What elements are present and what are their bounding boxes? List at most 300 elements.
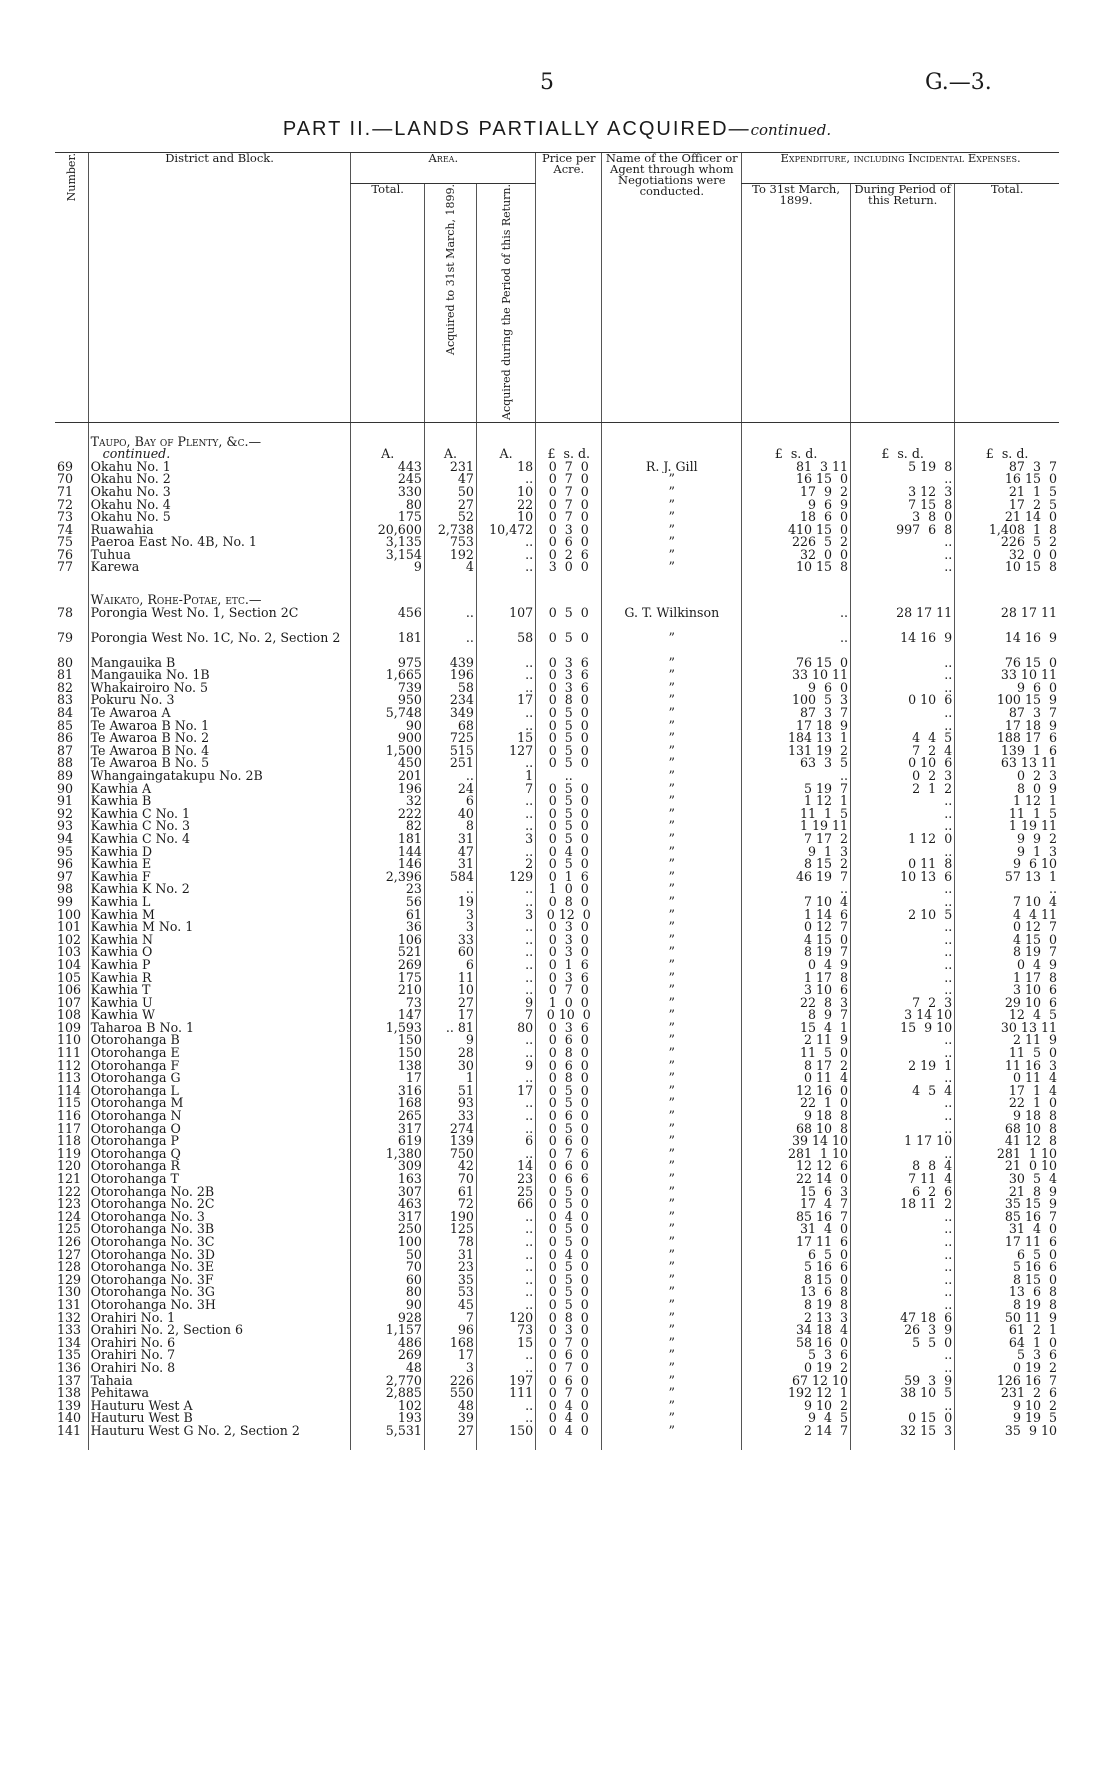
officer-name: ” (602, 1274, 742, 1287)
exp-total: 32 0 0 (955, 549, 1059, 562)
exp-during: 2 10 5 (851, 909, 955, 922)
exp-to-march: 12 12 6 (742, 1160, 851, 1173)
spacer-cell (851, 574, 955, 594)
acquired-during: 73 (476, 1324, 535, 1337)
row-number: 112 (57, 1059, 82, 1073)
table-row (55, 1186, 1059, 1199)
officer-name: ” (602, 561, 742, 574)
officer-name: ” (602, 1324, 742, 1337)
block-name: Taharoa B No. 1 (88, 1022, 351, 1035)
block-name: Te Awaroa B No. 5 (88, 757, 351, 770)
block-name: Kawhia C No. 4 (88, 833, 351, 846)
exp-during: 2 19 1 (851, 1060, 955, 1073)
exp-to-march: 17 18 9 (742, 720, 851, 733)
officer-name: ” (602, 657, 742, 670)
price-per-acre: 0 7 0 (536, 984, 602, 997)
exp-to-march: 3 10 6 (742, 984, 851, 997)
price-per-acre: 0 3 0 (536, 934, 602, 947)
officer-name: ” (602, 1375, 742, 1388)
exp-during: 10 13 6 (851, 871, 955, 884)
row-number: 80 (57, 656, 74, 670)
exp-to-march: 8 15 2 (742, 858, 851, 871)
acquired-to: 33 (424, 1110, 476, 1123)
unit-a: A. (424, 448, 476, 461)
acquired-during: .. (476, 1274, 535, 1287)
exp-total: 68 10 8 (955, 1123, 1059, 1136)
row-number: 126 (57, 1235, 82, 1249)
area-total: 181 (351, 632, 424, 657)
row-number: 87 (57, 744, 74, 758)
price-per-acre: 0 5 0 (536, 820, 602, 833)
acquired-during: .. (476, 1400, 535, 1413)
officer-name: ” (602, 1362, 742, 1375)
acquired-to: 584 (424, 871, 476, 884)
row-number: 75 (57, 536, 74, 549)
table-row (55, 846, 1059, 859)
acquired-during: .. (476, 846, 535, 859)
officer-name: ” (602, 536, 742, 549)
officer-name: ” (602, 808, 742, 821)
exp-total: 1 17 8 (955, 972, 1059, 985)
exp-total: 1 12 1 (955, 795, 1059, 808)
exp-to-march: 46 19 7 (742, 871, 851, 884)
exp-total: 4 15 0 (955, 934, 1059, 947)
officer-name: ” (602, 820, 742, 833)
block-name: Pehitawa (88, 1387, 351, 1400)
spacer-cell (955, 574, 1059, 594)
exp-to-march: .. (742, 607, 851, 632)
block-name: Okahu No. 2 (88, 473, 351, 486)
acquired-during: 7 (476, 783, 535, 796)
acquired-during: .. (476, 1299, 535, 1312)
exp-total: 35 15 9 (955, 1198, 1059, 1211)
block-name: Okahu No. 4 (88, 499, 351, 512)
exp-to-march: 17 9 2 (742, 486, 851, 499)
exp-during: .. (851, 657, 955, 670)
col-officer: Name of the Officer or Agent through whom Negotiations were conducted. (602, 153, 742, 423)
acquired-to: 93 (424, 1097, 476, 1110)
exp-to-march: 5 19 7 (742, 783, 851, 796)
block-name: Kawhia K No. 2 (88, 883, 351, 896)
officer-name: ” (602, 549, 742, 562)
acquired-to: 1 (424, 1072, 476, 1085)
table-row (55, 1274, 1059, 1287)
acquired-to: 96 (424, 1324, 476, 1337)
row-number: 123 (57, 1198, 82, 1211)
area-total: 144 (351, 846, 424, 859)
row-number: 98 (57, 883, 74, 896)
price-per-acre: 0 4 0 (536, 846, 602, 859)
row-number: 81 (57, 669, 74, 682)
exp-during: .. (851, 795, 955, 808)
acquired-to: 47 (424, 846, 476, 859)
acquired-to: 17 (424, 1349, 476, 1362)
price-per-acre: 0 3 6 (536, 657, 602, 670)
row-number: 125 (57, 1223, 82, 1236)
table-row (55, 461, 1059, 474)
exp-to-march: 8 19 7 (742, 946, 851, 959)
table-row (55, 1072, 1059, 1085)
price-per-acre: 0 8 0 (536, 1047, 602, 1060)
acquired-during: 22 (476, 499, 535, 512)
exp-during: .. (851, 1211, 955, 1224)
table-row (55, 972, 1059, 985)
price-per-acre: 0 4 0 (536, 1412, 602, 1425)
acquired-to: 53 (424, 1286, 476, 1299)
area-total: 2,770 (351, 1375, 424, 1388)
officer-name: ” (602, 871, 742, 884)
table-row (55, 770, 1059, 783)
table-row (55, 536, 1059, 549)
exp-during: 7 2 4 (851, 745, 955, 758)
acquired-during: 150 (476, 1425, 535, 1450)
area-total: 269 (351, 1349, 424, 1362)
acquired-to: 125 (424, 1223, 476, 1236)
block-name: Te Awaroa A (88, 707, 351, 720)
acquired-during: 18 (476, 461, 535, 474)
col-expenditure: Expenditure, including Incidental Expenses. (742, 153, 1059, 184)
row-number: 133 (57, 1324, 82, 1337)
acquired-during: .. (476, 1249, 535, 1262)
acquired-during: .. (476, 682, 535, 695)
price-per-acre: 0 5 0 (536, 1123, 602, 1136)
exp-to-march: 11 5 0 (742, 1047, 851, 1060)
acquired-to: 61 (424, 1186, 476, 1199)
officer-name: ” (602, 984, 742, 997)
spacer-cell (424, 594, 476, 607)
area-total: 269 (351, 959, 424, 972)
area-total: 450 (351, 757, 424, 770)
col-district: District and Block. (88, 153, 351, 423)
exp-total: 9 10 2 (955, 1400, 1059, 1413)
exp-to-march: 18 6 0 (742, 511, 851, 524)
row-number: 101 (57, 921, 82, 934)
col-acquired-during: Acquired during the Period of this Return. (476, 184, 535, 423)
acquired-to: 17 (424, 1009, 476, 1022)
area-total: 150 (351, 1047, 424, 1060)
officer-name: ” (602, 846, 742, 859)
table-row (55, 669, 1059, 682)
exp-total: 16 15 0 (955, 473, 1059, 486)
price-per-acre: 0 2 6 (536, 549, 602, 562)
exp-during: 8 8 4 (851, 1160, 955, 1173)
officer-name: ” (602, 1236, 742, 1249)
price-per-acre: 0 8 0 (536, 896, 602, 909)
officer-name: ” (602, 720, 742, 733)
price-per-acre: 0 5 0 (536, 707, 602, 720)
acquired-during: 111 (476, 1387, 535, 1400)
row-number: 120 (57, 1160, 82, 1173)
officer-name: ” (602, 946, 742, 959)
exp-total: 1,408 1 8 (955, 524, 1059, 537)
acquired-to: 2,738 (424, 524, 476, 537)
exp-during: .. (851, 1148, 955, 1161)
spacer-cell (742, 594, 851, 607)
exp-to-march: 4 15 0 (742, 934, 851, 947)
row-number: 118 (57, 1135, 82, 1148)
row-number: 109 (57, 1021, 82, 1035)
table-row (55, 1412, 1059, 1425)
table-row (55, 657, 1059, 670)
officer-name: ” (602, 632, 742, 657)
acquired-to: 7 (424, 1312, 476, 1325)
acquired-during: .. (476, 984, 535, 997)
area-total: 443 (351, 461, 424, 474)
exp-to-march: 9 4 5 (742, 1412, 851, 1425)
row-number: 106 (57, 984, 82, 997)
acquired-to: 28 (424, 1047, 476, 1060)
acquired-to: 27 (424, 997, 476, 1010)
exp-total: 9 6 10 (955, 858, 1059, 871)
acquired-during: 9 (476, 997, 535, 1010)
spacer-cell (742, 574, 851, 594)
acquired-during: 10 (476, 511, 535, 524)
exp-during: 3 14 10 (851, 1009, 955, 1022)
exp-during: 14 16 9 (851, 632, 955, 657)
price-per-acre: 0 5 0 (536, 858, 602, 871)
price-per-acre: 0 5 0 (536, 1274, 602, 1287)
table-row (55, 1249, 1059, 1262)
area-total: 73 (351, 997, 424, 1010)
acquired-to: 70 (424, 1173, 476, 1186)
block-name: Kawhia N (88, 934, 351, 947)
acquired-to: 45 (424, 1299, 476, 1312)
exp-total: 57 13 1 (955, 871, 1059, 884)
table-row (55, 896, 1059, 909)
exp-to-march: 192 12 1 (742, 1387, 851, 1400)
table-row (55, 549, 1059, 562)
acquired-to: 349 (424, 707, 476, 720)
acquired-during: .. (476, 1072, 535, 1085)
area-total: 175 (351, 972, 424, 985)
price-per-acre: 0 6 0 (536, 1375, 602, 1388)
block-name: Okahu No. 1 (88, 461, 351, 474)
col-price: Price per Acre. (536, 153, 602, 423)
price-per-acre: 0 6 0 (536, 1034, 602, 1047)
price-per-acre: 0 4 0 (536, 1211, 602, 1224)
officer-name: ” (602, 1097, 742, 1110)
block-name: Kawhia T (88, 984, 351, 997)
row-number: 74 (57, 523, 74, 537)
exp-during: 38 10 5 (851, 1387, 955, 1400)
table-row (55, 486, 1059, 499)
exp-total: 21 8 9 (955, 1186, 1059, 1199)
exp-total: 0 11 4 (955, 1072, 1059, 1085)
row-number: 121 (57, 1173, 82, 1186)
table-row (55, 833, 1059, 846)
acquired-to: 753 (424, 536, 476, 549)
exp-total: 33 10 11 (955, 669, 1059, 682)
acquired-during: .. (476, 1097, 535, 1110)
acquired-to: 439 (424, 657, 476, 670)
block-name: Otorohanga O (88, 1123, 351, 1136)
officer-name: ” (602, 972, 742, 985)
acquired-to: 3 (424, 921, 476, 934)
acquired-to: 31 (424, 1249, 476, 1262)
block-name: Kawhia D (88, 846, 351, 859)
price-per-acre: 0 5 0 (536, 632, 602, 657)
price-per-acre: .. (536, 770, 602, 783)
exp-to-march: 5 3 6 (742, 1349, 851, 1362)
table-row (55, 1110, 1059, 1123)
acquired-during: 120 (476, 1312, 535, 1325)
price-per-acre: 0 8 0 (536, 694, 602, 707)
row-number: 135 (57, 1349, 82, 1362)
table-row (55, 707, 1059, 720)
area-total: 146 (351, 858, 424, 871)
officer-name: ” (602, 1009, 742, 1022)
exp-total: 11 16 3 (955, 1060, 1059, 1073)
area-total: 106 (351, 934, 424, 947)
col-acquired-to: Acquired to 31st March, 1899. (424, 184, 476, 423)
acquired-to: 8 (424, 820, 476, 833)
acquired-during: .. (476, 1123, 535, 1136)
block-name: Otorohanga M (88, 1097, 351, 1110)
area-total: 102 (351, 1400, 424, 1413)
spacer-cell (55, 594, 88, 607)
exp-during: .. (851, 549, 955, 562)
area-total: 5,531 (351, 1425, 424, 1450)
table-body (55, 422, 1059, 1449)
price-per-acre: 0 1 6 (536, 959, 602, 972)
exp-total: 9 6 0 (955, 682, 1059, 695)
table-row (55, 1312, 1059, 1325)
acquired-to: 72 (424, 1198, 476, 1211)
acquired-during: .. (476, 1362, 535, 1375)
table-row (55, 997, 1059, 1010)
acquired-to: 11 (424, 972, 476, 985)
exp-to-march: 131 19 2 (742, 745, 851, 758)
acquired-during: 10,472 (476, 524, 535, 537)
area-total: 48 (351, 1362, 424, 1375)
acquired-to: 9 (424, 1034, 476, 1047)
exp-to-march: 9 10 2 (742, 1400, 851, 1413)
exp-during: 15 9 10 (851, 1022, 955, 1035)
units-row (55, 448, 1059, 461)
officer-name: ” (602, 858, 742, 871)
acquired-during: .. (476, 1047, 535, 1060)
acquired-to: .. (424, 607, 476, 632)
acquired-to: 231 (424, 461, 476, 474)
acquired-to: 750 (424, 1148, 476, 1161)
area-total: 250 (351, 1223, 424, 1236)
area-total: 3,135 (351, 536, 424, 549)
row-number: 137 (57, 1374, 82, 1388)
officer-name: ” (602, 770, 742, 783)
price-per-acre: 0 7 0 (536, 1362, 602, 1375)
block-name: Otorohanga G (88, 1072, 351, 1085)
exp-total: 8 19 8 (955, 1299, 1059, 1312)
area-total: 181 (351, 833, 424, 846)
table-row (55, 1097, 1059, 1110)
area-total: 1,665 (351, 669, 424, 682)
area-total: 928 (351, 1312, 424, 1325)
block-name: Kawhia C No. 1 (88, 808, 351, 821)
row-number: 127 (57, 1248, 82, 1262)
area-total: 521 (351, 946, 424, 959)
exp-during: .. (851, 1097, 955, 1110)
area-total: 196 (351, 783, 424, 796)
row-number: 89 (57, 770, 74, 783)
block-name: Otorohanga No. 3D (88, 1249, 351, 1262)
exp-to-march: 76 15 0 (742, 657, 851, 670)
officer-name: ” (602, 1249, 742, 1262)
unit-a: A. (476, 448, 535, 461)
row-number: 131 (57, 1298, 82, 1312)
row-number: 88 (57, 757, 74, 770)
area-total: 463 (351, 1198, 424, 1211)
price-per-acre: 0 3 6 (536, 972, 602, 985)
table-row (55, 1211, 1059, 1224)
row-number: 105 (57, 971, 82, 985)
table-row (55, 934, 1059, 947)
section-heading-row (55, 594, 1059, 607)
block-name: Te Awaroa B No. 1 (88, 720, 351, 733)
officer-name: ” (602, 1072, 742, 1085)
officer-name: ” (602, 707, 742, 720)
acquired-during: .. (476, 1148, 535, 1161)
acquired-to: 10 (424, 984, 476, 997)
table-row (55, 1047, 1059, 1060)
acquired-to: 50 (424, 486, 476, 499)
acquired-during: .. (476, 1211, 535, 1224)
block-name: Otorohanga No. 3 (88, 1211, 351, 1224)
acquired-during: 1 (476, 770, 535, 783)
officer-name: ” (602, 934, 742, 947)
area-total: 317 (351, 1211, 424, 1224)
exp-to-march: 8 9 7 (742, 1009, 851, 1022)
table-row (55, 682, 1059, 695)
acquired-during: .. (476, 1223, 535, 1236)
acquired-during: .. (476, 808, 535, 821)
area-total: 17 (351, 1072, 424, 1085)
row-number: 102 (57, 933, 82, 947)
block-name: Ruawahia (88, 524, 351, 537)
spacer-cell (351, 594, 424, 607)
officer-name: ” (602, 1160, 742, 1173)
price-per-acre: 0 8 0 (536, 1072, 602, 1085)
acquired-to: 48 (424, 1400, 476, 1413)
exp-total: 76 15 0 (955, 657, 1059, 670)
area-total: 100 (351, 1236, 424, 1249)
area-total: 9 (351, 561, 424, 574)
row-number: 72 (57, 498, 74, 512)
table-row (55, 1362, 1059, 1375)
officer-name: ” (602, 1085, 742, 1098)
table-row (55, 1236, 1059, 1249)
spacer-cell (851, 594, 955, 607)
price-per-acre: 0 5 0 (536, 1299, 602, 1312)
price-per-acre: 0 3 6 (536, 682, 602, 695)
price-per-acre: 0 5 0 (536, 720, 602, 733)
exp-during: .. (851, 682, 955, 695)
exp-total: 126 16 7 (955, 1375, 1059, 1388)
acquired-during: .. (476, 707, 535, 720)
exp-to-march: 8 15 0 (742, 1274, 851, 1287)
acquired-during: 3 (476, 833, 535, 846)
exp-during: .. (851, 808, 955, 821)
acquired-to: 725 (424, 732, 476, 745)
acquired-during: .. (476, 883, 535, 896)
unit-lsd: £ s. d. (742, 448, 851, 461)
officer-name: ” (602, 1425, 742, 1450)
area-total: 975 (351, 657, 424, 670)
title-main: PART II.—LANDS PARTIALLY ACQUIRED— (282, 118, 751, 140)
acquired-during: .. (476, 972, 535, 985)
exp-total: 13 6 8 (955, 1286, 1059, 1299)
unit-lsd: £ s. d. (851, 448, 955, 461)
exp-total: .. (955, 883, 1059, 896)
